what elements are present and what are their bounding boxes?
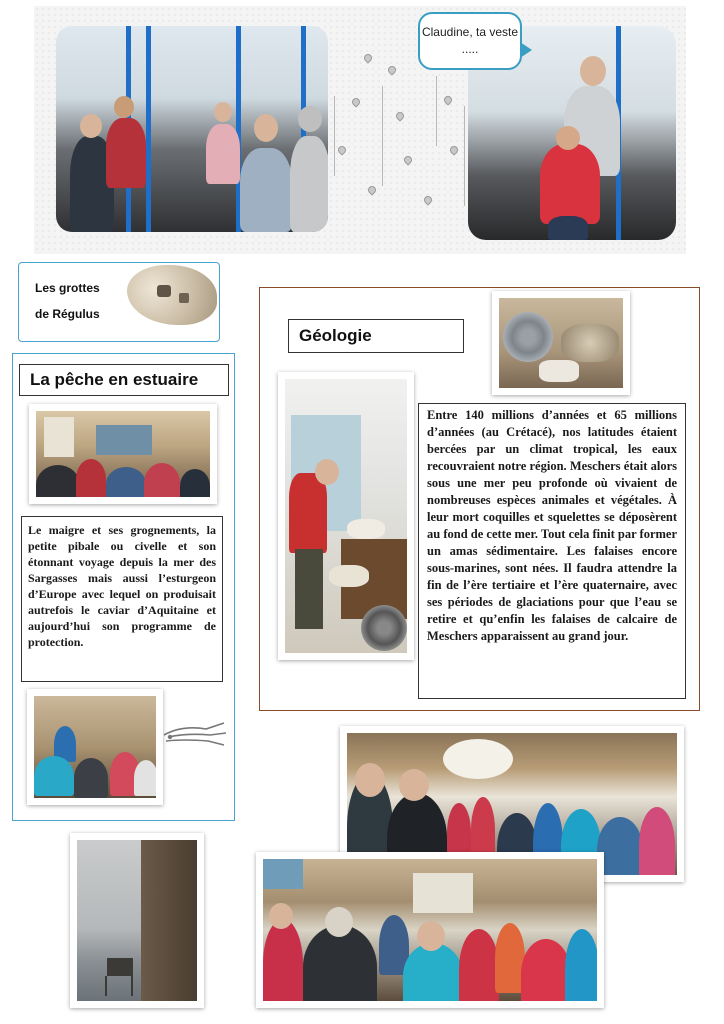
cave-rock-illustration bbox=[127, 265, 217, 325]
grottes-label bbox=[18, 262, 220, 342]
grottes-label-line2: de Régulus bbox=[35, 307, 100, 321]
peche-photo-group bbox=[29, 404, 217, 504]
geologie-text: Entre 140 millions d’années et 65 millions d’années (au Crétacé), nos latitudes étaient bercées par un climat tropical, les eaux recouvraient notre région. Meschers était alors sous une mer peu profonde où vivaient de nombreuses espèces animales et végétales. À leur mort coquilles et squelettes se déposèrent au fond de cette mer. Tout cela finit par former un amas sédimentaire. Les falaises encore sous-marines, sont nées. Il faudra attendre la fin de l’ère tertiaire et l’ère quaternaire, avec ses périodes de glaciations pour que l’eau se retire et qu’enfin les falaises de calcaire de Meschers apparaissent au grand jour. bbox=[418, 403, 686, 699]
bus-banner bbox=[34, 6, 686, 254]
peche-text: Le maigre et ses grognements, la petite pibale ou civelle et son étonnant voyage depuis la mer des Sargasses mais aussi l’esturgeon d’Europe avec lequel on produisait autrefois le caviar d’Aquitaine et aujourd’hui son programme de protection. bbox=[21, 516, 223, 682]
geologie-photo-man bbox=[278, 372, 414, 660]
cave-group-photo-2 bbox=[256, 852, 604, 1008]
speech-bubble bbox=[418, 12, 522, 70]
speech-bubble-text: Claudine, ta veste ..... bbox=[421, 25, 519, 57]
cliff-photo bbox=[70, 833, 204, 1008]
geologie-title: Géologie bbox=[288, 319, 464, 353]
fish-skeleton-icon bbox=[162, 713, 228, 753]
geologie-section bbox=[259, 287, 700, 711]
grottes-label-line1: Les grottes bbox=[35, 281, 100, 295]
peche-title: La pêche en estuaire bbox=[19, 364, 229, 396]
peche-photo-guide bbox=[27, 689, 163, 805]
bus-interior-photo-left bbox=[56, 26, 328, 232]
fossil-photo bbox=[492, 291, 630, 395]
